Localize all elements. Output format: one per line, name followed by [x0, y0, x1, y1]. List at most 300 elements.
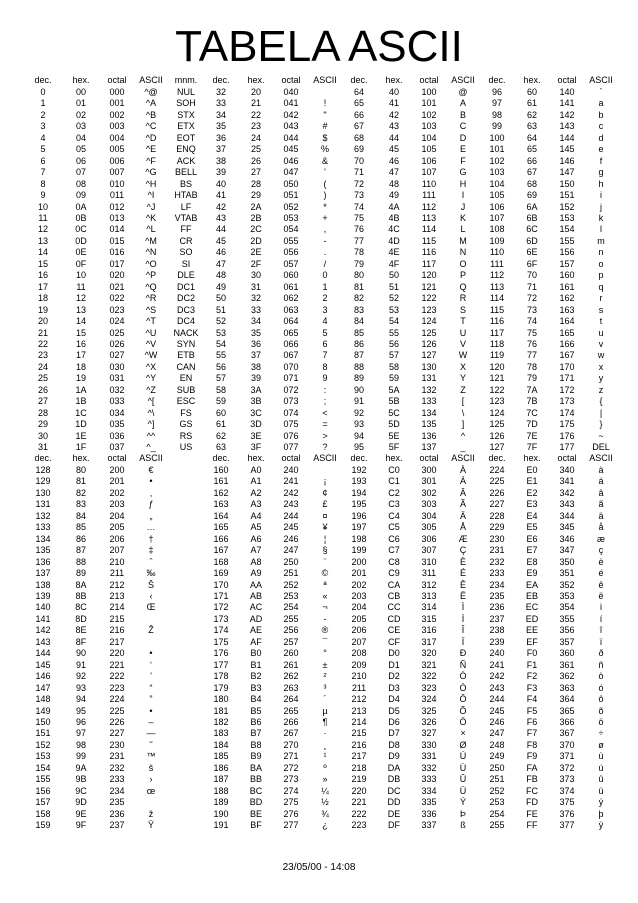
table-cell: 302 — [421, 487, 437, 498]
table-cell: 5 — [40, 144, 46, 155]
table-cell: 208 — [351, 648, 367, 659]
table-cell: 170 — [559, 361, 575, 372]
table-cell: 58 — [388, 361, 399, 372]
table-cell: DC — [387, 785, 401, 796]
table-cell: Ä — [459, 510, 466, 521]
table-cell: @ — [458, 87, 468, 97]
table-cell: AF — [250, 636, 262, 647]
table-row — [24, 706, 618, 717]
table-cell: " — [323, 109, 327, 120]
table-cell: 18 — [37, 293, 48, 304]
table-cell: 1F — [75, 442, 87, 453]
table-cell: 325 — [421, 705, 437, 716]
table-cell — [168, 694, 204, 705]
table-cell: 47 — [388, 167, 399, 178]
table-cell: E9 — [526, 568, 538, 579]
table-cell: 267 — [283, 728, 299, 739]
table-cell: t — [599, 316, 603, 327]
table-cell: 223 — [351, 820, 367, 831]
table-cell: 229 — [489, 522, 505, 533]
table-cell: 74 — [353, 201, 364, 212]
table-cell: 98 — [491, 109, 502, 120]
table-cell: ã — [598, 499, 604, 510]
table-cell: 54 — [388, 316, 399, 327]
table-cell: 3E — [250, 430, 262, 441]
table-cell: 0 — [40, 87, 46, 97]
table-cell — [168, 591, 204, 602]
table-cell: 211 — [109, 568, 125, 579]
table-cell: 198 — [351, 533, 367, 544]
table-cell: EN — [179, 373, 193, 384]
table-row — [24, 419, 618, 430]
table-cell: þ — [598, 808, 604, 819]
table-cell: BELL — [174, 167, 198, 178]
table-cell — [134, 614, 168, 625]
table-cell: 10 — [37, 201, 48, 212]
table-cell: F6 — [526, 716, 538, 727]
table-cell: CC — [387, 602, 401, 613]
table-cell: b — [598, 109, 604, 120]
table-cell: 23 — [37, 350, 48, 361]
table-cell: 85 — [353, 327, 364, 338]
table-cell: 7F — [526, 442, 538, 453]
table-cell: ^H — [145, 178, 157, 189]
table-cell: 83 — [353, 304, 364, 315]
table-cell: ü — [598, 785, 604, 796]
table-cell: 0A — [75, 201, 87, 212]
table-cell: 189 — [213, 797, 229, 808]
table-cell: 355 — [559, 613, 575, 624]
table-cell: 213 — [351, 705, 367, 716]
column-header: ASCII — [451, 453, 475, 463]
table-cell: ENQ — [176, 144, 196, 155]
table-row — [24, 362, 618, 373]
table-cell: 51 — [215, 304, 226, 315]
table-cell: 156 — [35, 785, 51, 796]
table-row — [24, 568, 618, 579]
table-cell — [168, 648, 204, 659]
column-header: dec. — [34, 453, 52, 463]
table-cell: 100 — [421, 87, 437, 97]
table-cell: 133 — [421, 396, 437, 407]
table-cell: ° — [323, 648, 327, 659]
table-cell: 27 — [250, 167, 261, 178]
table-cell: 2F — [250, 258, 262, 269]
table-cell: ^N — [145, 247, 157, 258]
table-cell: 03 — [75, 121, 86, 132]
table-cell: L — [460, 224, 466, 235]
table-cell: E4 — [526, 510, 538, 521]
table-cell: D1 — [388, 659, 400, 670]
table-cell: 5B — [388, 396, 400, 407]
table-cell: 154 — [559, 224, 575, 235]
table-cell: C4 — [388, 510, 400, 521]
table-cell: ) — [323, 190, 327, 201]
table-cell: 023 — [109, 304, 125, 315]
table-cell: 26 — [250, 155, 261, 166]
table-cell: DD — [387, 797, 401, 808]
table-cell: k — [598, 212, 604, 223]
table-cell: 82 — [75, 487, 86, 498]
table-cell: 123 — [489, 396, 505, 407]
table-cell: CAN — [176, 361, 196, 372]
table-header-row — [24, 451, 618, 465]
table-cell: D7 — [388, 728, 400, 739]
table-cell: 022 — [109, 293, 125, 304]
table-cell: 12 — [75, 293, 86, 304]
table-cell: 246 — [283, 533, 299, 544]
table-cell: … — [146, 522, 156, 533]
table-cell: 63 — [526, 121, 537, 132]
table-cell: É — [459, 568, 466, 579]
table-cell: 69 — [353, 144, 364, 155]
table-cell: “ — [149, 682, 153, 693]
table-cell: 337 — [421, 820, 437, 831]
table-cell: 28 — [37, 407, 48, 418]
table-cell: 4 — [322, 316, 328, 327]
table-cell: 201 — [351, 568, 367, 579]
table-cell: 070 — [283, 361, 299, 372]
table-cell: 35 — [215, 121, 226, 132]
table-cell: 275 — [283, 797, 299, 808]
table-cell: ê — [598, 579, 604, 590]
table-cell: 234 — [109, 785, 125, 796]
table-cell: 168 — [213, 556, 229, 567]
table-cell: 253 — [283, 590, 299, 601]
table-cell: ( — [323, 178, 327, 189]
table-cell: Ð — [459, 648, 467, 659]
table-cell: Í — [461, 613, 465, 624]
table-cell: 101 — [421, 98, 437, 109]
table-cell: 305 — [421, 522, 437, 533]
table-cell: FA — [526, 762, 538, 773]
table-cell: 206 — [109, 533, 125, 544]
table-cell: · — [323, 728, 327, 739]
table-cell: 163 — [213, 499, 229, 510]
table-cell: 136 — [421, 430, 437, 441]
table-cell: 370 — [559, 739, 575, 750]
table-cell: 249 — [489, 751, 505, 762]
table-cell: 036 — [109, 430, 125, 441]
table-cell: 163 — [559, 304, 575, 315]
table-row — [24, 408, 618, 419]
table-cell: 19 — [75, 373, 86, 384]
table-cell: R — [459, 293, 467, 304]
table-cell: 107 — [421, 167, 437, 178]
table-cell: 42 — [388, 109, 399, 120]
table-cell: ^A — [145, 98, 157, 109]
table-cell: 115 — [489, 304, 505, 315]
table-cell: 104 — [421, 132, 437, 143]
table-cell: 44 — [215, 224, 226, 235]
table-cell: 14 — [75, 316, 86, 327]
table-row — [24, 179, 618, 190]
table-cell: 0E — [75, 247, 87, 258]
table-cell: 016 — [109, 247, 125, 258]
table-row — [24, 786, 618, 797]
table-cell: 196 — [351, 510, 367, 521]
table-cell: 44 — [388, 132, 399, 143]
table-cell: B0 — [250, 648, 262, 659]
table-cell: 222 — [351, 808, 367, 819]
table-cell: 243 — [489, 682, 505, 693]
column-header: octal — [419, 75, 439, 85]
table-cell: 207 — [351, 636, 367, 647]
table-cell: ! — [323, 98, 327, 109]
table-cell: EB — [525, 590, 538, 601]
table-cell: g — [598, 167, 604, 178]
table-cell: E5 — [526, 522, 538, 533]
table-cell: 216 — [351, 739, 367, 750]
table-cell: EF — [526, 636, 538, 647]
table-cell: 132 — [35, 510, 51, 521]
table-cell: 265 — [283, 705, 299, 716]
table-cell: 64 — [353, 87, 364, 97]
table-cell: 332 — [421, 762, 437, 773]
table-cell: 035 — [109, 419, 125, 430]
table-cell: D8 — [388, 739, 400, 750]
table-cell: B9 — [250, 751, 262, 762]
table-cell: 214 — [109, 602, 125, 613]
table-cell: SYN — [176, 338, 196, 349]
table-cell: 340 — [559, 465, 575, 475]
table-cell: 112 — [489, 270, 505, 281]
column-header: dec. — [488, 453, 506, 463]
table-cell: 322 — [421, 671, 437, 682]
table-cell: 103 — [489, 167, 505, 178]
table-cell: E1 — [526, 476, 538, 487]
table-cell: { — [599, 396, 603, 407]
table-cell: 203 — [109, 499, 125, 510]
table-cell: 173 — [559, 396, 575, 407]
table-cell: A8 — [250, 556, 262, 567]
table-cell: 253 — [489, 797, 505, 808]
table-cell: 46 — [388, 155, 399, 166]
table-cell: 007 — [109, 167, 125, 178]
table-cell: AA — [249, 579, 262, 590]
table-cell: 222 — [109, 671, 125, 682]
table-cell: A5 — [250, 522, 262, 533]
table-cell: 316 — [421, 625, 437, 636]
table-cell: C1 — [388, 476, 400, 487]
table-cell: 8E — [75, 625, 87, 636]
table-cell: m — [597, 235, 605, 246]
table-cell: 167 — [559, 350, 575, 361]
table-cell: 121 — [489, 373, 505, 384]
table-cell: 164 — [213, 510, 229, 521]
table-cell: 311 — [421, 568, 437, 579]
table-cell: 130 — [421, 361, 437, 372]
table-cell: 24 — [37, 361, 48, 372]
table-cell: 94 — [75, 694, 86, 705]
table-cell: 114 — [489, 293, 505, 304]
table-row — [24, 602, 618, 613]
table-cell: EA — [525, 579, 538, 590]
table-cell: | — [599, 407, 603, 418]
table-cell: 202 — [109, 487, 125, 498]
table-cell — [168, 786, 204, 797]
table-row — [24, 774, 618, 785]
table-cell: 134 — [421, 407, 437, 418]
table-cell: 131 — [421, 373, 437, 384]
table-cell: Ò — [459, 671, 467, 682]
table-cell: 8B — [75, 590, 87, 601]
table-cell: ± — [322, 659, 328, 670]
table-cell — [168, 614, 204, 625]
table-cell: Š — [147, 579, 154, 590]
table-cell: BA — [249, 762, 262, 773]
table-cell: 350 — [559, 556, 575, 567]
table-cell: 045 — [283, 144, 299, 155]
column-header: ASCII — [451, 75, 475, 85]
table-cell: 26 — [37, 384, 48, 395]
table-cell: 31 — [250, 281, 261, 292]
table-cell: AD — [249, 613, 263, 624]
table-cell: 025 — [109, 327, 125, 338]
table-cell: 160 — [213, 465, 229, 475]
table-cell: 238 — [489, 625, 505, 636]
table-cell: 05 — [75, 144, 86, 155]
table-cell: E8 — [526, 556, 538, 567]
table-cell: 6D — [526, 235, 538, 246]
table-cell: ¾ — [321, 808, 329, 819]
column-header: hex. — [72, 453, 90, 463]
table-cell — [168, 637, 204, 648]
table-cell: f — [599, 155, 603, 166]
table-cell: 6 — [40, 155, 46, 166]
table-cell: 240 — [489, 648, 505, 659]
table-cell: 172 — [213, 602, 229, 613]
table-cell: 1D — [75, 419, 87, 430]
table-cell: B — [459, 109, 466, 120]
table-cell: 2D — [250, 235, 262, 246]
table-cell: ¸ — [323, 739, 327, 750]
table-row — [24, 133, 618, 144]
column-header: octal — [557, 453, 577, 463]
table-cell: 073 — [283, 396, 299, 407]
table-cell: 62 — [526, 109, 537, 120]
table-cell: 191 — [213, 820, 229, 831]
table-cell: 5F — [388, 442, 400, 453]
table-cell: 04 — [75, 132, 86, 143]
table-cell: 113 — [421, 212, 437, 223]
table-cell: 115 — [421, 235, 437, 246]
table-cell: 252 — [489, 785, 505, 796]
column-header: octal — [107, 453, 127, 463]
table-cell: ^S — [145, 304, 157, 315]
table-cell: ¥ — [322, 522, 328, 533]
table-row — [24, 522, 618, 533]
table-cell: 07 — [75, 167, 86, 178]
table-cell: 3D — [250, 419, 262, 430]
table-cell: ´ — [323, 694, 327, 705]
table-cell: j — [600, 201, 602, 212]
table-cell: 86 — [75, 533, 86, 544]
table-cell: 46 — [215, 247, 226, 258]
table-cell — [134, 637, 168, 648]
column-header: octal — [281, 453, 301, 463]
table-cell: 86 — [353, 338, 364, 349]
table-cell: ^B — [145, 109, 157, 120]
table-cell: x — [598, 361, 604, 372]
table-cell: 72 — [353, 178, 364, 189]
table-cell: Ÿ — [147, 820, 154, 831]
table-row — [24, 488, 618, 499]
table-cell: 353 — [559, 590, 575, 601]
table-cell: C6 — [388, 533, 400, 544]
table-cell: 20 — [250, 87, 261, 97]
table-cell: 87 — [353, 350, 364, 361]
table-cell: 2 — [322, 293, 328, 304]
table-cell: 129 — [35, 476, 51, 487]
table-cell: 066 — [283, 338, 299, 349]
table-cell: 40 — [215, 178, 226, 189]
table-cell: 210 — [351, 671, 367, 682]
table-cell: 056 — [283, 247, 299, 258]
table-cell: q — [598, 281, 604, 292]
table-cell: 003 — [109, 121, 125, 132]
table-cell: 79 — [526, 373, 537, 384]
table-cell: ý — [598, 797, 604, 808]
table-cell: ^Q — [145, 281, 157, 292]
table-cell: 362 — [559, 671, 575, 682]
table-cell: C5 — [388, 522, 400, 533]
table-cell: 077 — [283, 442, 299, 453]
table-cell: 71 — [526, 281, 537, 292]
table-cell: 244 — [489, 694, 505, 705]
table-cell: 78 — [526, 361, 537, 372]
table-cell: & — [321, 155, 328, 166]
table-cell: NUL — [176, 87, 195, 97]
table-cell: 195 — [351, 499, 367, 510]
table-cell: F5 — [526, 705, 538, 716]
table-cell: 5E — [388, 430, 400, 441]
table-cell: 16 — [75, 338, 86, 349]
table-cell: 182 — [213, 716, 229, 727]
table-cell: 41 — [388, 98, 399, 109]
column-header: hex. — [72, 75, 90, 85]
table-cell: 274 — [283, 785, 299, 796]
table-cell: 135 — [35, 545, 51, 556]
table-cell: ^] — [147, 419, 155, 430]
table-cell: 34 — [250, 316, 261, 327]
table-header-row — [24, 73, 618, 87]
table-cell: ì — [599, 602, 603, 613]
table-cell: 242 — [283, 487, 299, 498]
table-cell: 53 — [215, 327, 226, 338]
table-cell: 66 — [353, 109, 364, 120]
table-cell: DE — [387, 808, 401, 819]
table-cell: ¬ — [322, 602, 328, 613]
table-row — [24, 797, 618, 808]
table-cell: 76 — [526, 338, 537, 349]
table-cell: ^U — [145, 327, 157, 338]
table-cell: 131 — [35, 499, 51, 510]
column-header: octal — [557, 75, 577, 85]
table-cell: W — [458, 350, 468, 361]
table-cell: 92 — [353, 407, 364, 418]
table-cell: 140 — [35, 602, 51, 613]
table-cell: ‹ — [149, 590, 153, 601]
table-cell: 80 — [75, 465, 86, 475]
table-cell: 323 — [421, 682, 437, 693]
table-cell: 8F — [75, 636, 87, 647]
table-cell: Å — [459, 522, 466, 533]
table-cell: ^\ — [147, 407, 155, 418]
table-cell — [168, 476, 204, 487]
table-cell: 127 — [489, 442, 505, 453]
table-cell: 70 — [353, 155, 364, 166]
